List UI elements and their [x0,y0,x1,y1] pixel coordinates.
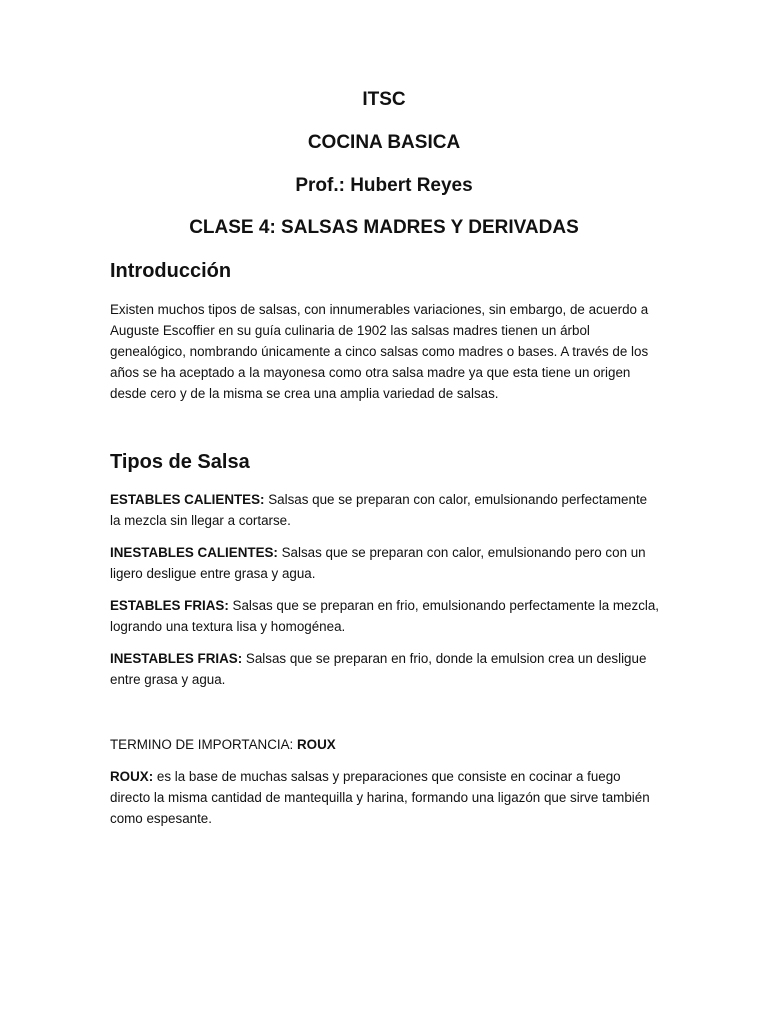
intro-paragraph: Existen muchos tipos de salsas, con innumerables variaciones, sin embargo, de acuerdo a Auguste Escoffier en su guía culinaria de 1902 las salsas madres tienen un árbol genealógico, nombrando únicamente a cinco salsas como madres o bases. A través de los años se ha aceptado a la mayonesa como otra salsa madre ya que esta tiene un origen desde cero y de la misma se crea una amplia variedad de salsas. [110,302,649,401]
type-description: Salsas que se preparan con calor, emulsionando pero con un ligero desligue entre grasa y agua. [110,545,646,581]
roux-description: es la base de muchas salsas y preparaciones que consiste en cocinar a fuego directo la misma cantidad de mantequilla y harina, formando una ligazón que sirve también como espesante. [110,769,650,826]
type-item-inestables-calientes [110,542,660,584]
type-description: Salsas que se preparan en frio, emulsionando perfectamente la mezcla, logrando una textura lisa y homogénea. [110,598,660,634]
roux-term: ROUX: [110,769,154,784]
type-item-inestables-frias [110,648,660,690]
institution-title: ITSC [362,89,406,110]
type-term: ESTABLES CALIENTES: [110,492,265,507]
type-description: Salsas que se preparan con calor, emulsionando perfectamente la mezcla sin llegar a cortarse. [110,492,648,528]
course-title: COCINA BASICA [307,132,461,153]
lesson-title: CLASE 4: SALSAS MADRES Y DERIVADAS [189,217,579,238]
type-term: INESTABLES CALIENTES: [110,545,278,560]
types-heading: Tipos de Salsa [110,451,250,473]
type-term: ESTABLES FRIAS: [110,598,229,613]
type-item-estables-frias [110,595,660,637]
type-description: Salsas que se preparan en frio, donde la emulsion crea un desligue entre grasa y agua. [110,651,647,687]
importance-label: TERMINO DE IMPORTANCIA: [110,737,297,752]
importance-term: ROUX [296,737,336,752]
type-item-estables-calientes [110,489,660,531]
importance-line [110,734,660,755]
type-term: INESTABLES FRIAS: [110,651,243,666]
intro-heading: Introducción [110,260,232,282]
professor-title: Prof.: Hubert Reyes [295,175,473,196]
roux-definition [110,766,660,829]
